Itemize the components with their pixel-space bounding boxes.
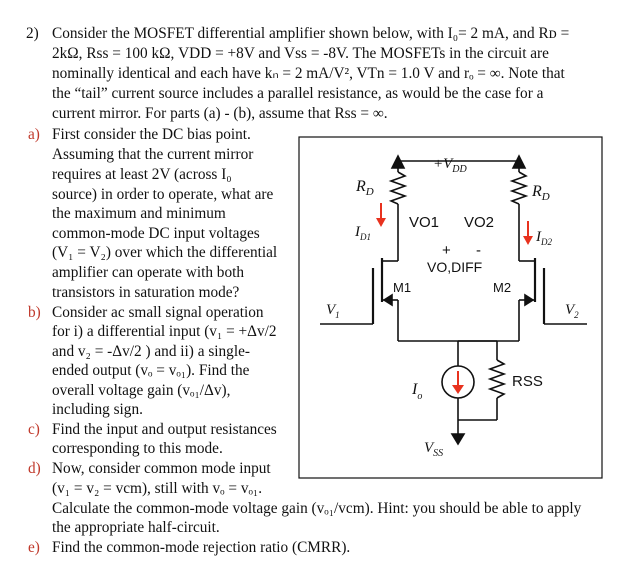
part-b-line: including sign. xyxy=(52,401,143,418)
part-a-line: common-mode DC input voltages xyxy=(52,225,260,242)
part-b-line: Consider ac small signal operation xyxy=(52,304,264,321)
part-b-line: for i) a differential input (v₁ = +Δv/2 xyxy=(52,323,277,340)
m1-label: M1 xyxy=(393,280,412,295)
part-a-line: amplifier can operate with both xyxy=(52,264,244,281)
rd-right-label: $R_D$ xyxy=(532,183,550,203)
part-c-line: corresponding to this mode. xyxy=(52,440,223,457)
part-d-line: Now, consider common mode input xyxy=(52,460,271,477)
plus-label: + xyxy=(442,242,451,259)
part-b-letter: b) xyxy=(28,304,41,321)
vo1-label: VO1 xyxy=(409,214,440,231)
part-d-letter: d) xyxy=(28,460,41,477)
part-b-line: ended output (vₒ = vₒ₁). Find the xyxy=(52,362,250,379)
v1-label: $V_1$ xyxy=(326,302,340,320)
vodiff-label: VO,DIFF xyxy=(427,259,483,275)
part-d-line: the appropriate half-circuit. xyxy=(52,519,220,536)
rd-right-resistor xyxy=(512,172,526,204)
v2-label: $V_2$ xyxy=(565,302,579,320)
part-d-line: (v₁ = v₂ = vcm), still with vₒ = vₒ₁. xyxy=(52,480,263,497)
part-a-letter: a) xyxy=(28,126,40,143)
problem-number: 2) xyxy=(26,25,39,42)
rd-left-label: $R_D$ xyxy=(356,178,374,198)
intro-line-4: the “tail” current source includes a parallel resistance, as would be the case for a xyxy=(52,85,544,102)
part-c-letter: c) xyxy=(28,421,40,438)
intro-line-1: Consider the MOSFET differential amplifier shown below, with I₀= 2 mA, and Rᴅ = xyxy=(52,25,570,42)
intro-line-5: current mirror. For parts (a) - (b), assume that Rss = ∞. xyxy=(52,105,388,122)
part-c-line: Find the input and output resistances xyxy=(52,421,277,438)
id2-label: $I_{D2}$ xyxy=(536,229,552,247)
part-b-line: and v₂ = -Δv/2 ) and ii) a single- xyxy=(52,343,250,360)
part-d-line: Calculate the common-mode voltage gain (vₒ₁/vcm). Hint: you should be able to apply xyxy=(52,500,582,517)
part-a-line: (V₁ = V₂) over which the differential xyxy=(52,244,278,261)
vss-label: $V_{SS}$ xyxy=(424,440,444,459)
vdd-label: $+V_{DD}$ xyxy=(433,156,467,175)
part-b-line: overall voltage gain (vₒ₁/Δv), xyxy=(52,382,231,399)
part-e-letter: e) xyxy=(28,539,40,556)
part-a-line: Assuming that the current mirror xyxy=(52,146,254,163)
diagram-frame xyxy=(299,137,602,478)
part-a-line: transistors in saturation mode? xyxy=(52,284,240,301)
id1-label: $I_{D1}$ xyxy=(355,224,371,242)
part-e-line: Find the common-mode rejection ratio (CMRR). xyxy=(52,539,351,556)
intro-line-2: 2kΩ, Rss = 100 kΩ, VDD = +8V and Vss = -8V. The MOSFETs in the circuit are xyxy=(52,45,549,62)
part-a-line: the maximum and minimum xyxy=(52,205,226,222)
rd-left-resistor xyxy=(391,172,405,204)
rss-label: RSS xyxy=(512,373,543,390)
io-label: $I_o$ xyxy=(412,381,423,402)
m2-source-arrow xyxy=(525,295,533,305)
intro-line-3: nominally identical and each have kₙ = 2 mA/V², VTn = 1.0 V and rₒ = ∞. Note that xyxy=(52,65,565,82)
part-a-line: requires at least 2V (across I₀ xyxy=(52,166,232,183)
m2-label: M2 xyxy=(493,280,512,295)
rss-resistor xyxy=(490,360,504,398)
m1-source-arrow xyxy=(384,295,392,305)
part-a-line: source) in order to operate, what are xyxy=(52,186,274,203)
minus-label: - xyxy=(476,242,481,259)
vo2-label: VO2 xyxy=(464,214,495,231)
vss-arrow xyxy=(452,434,464,444)
part-a-line: First consider the DC bias point. xyxy=(52,126,251,143)
circuit-diagram xyxy=(298,136,604,480)
